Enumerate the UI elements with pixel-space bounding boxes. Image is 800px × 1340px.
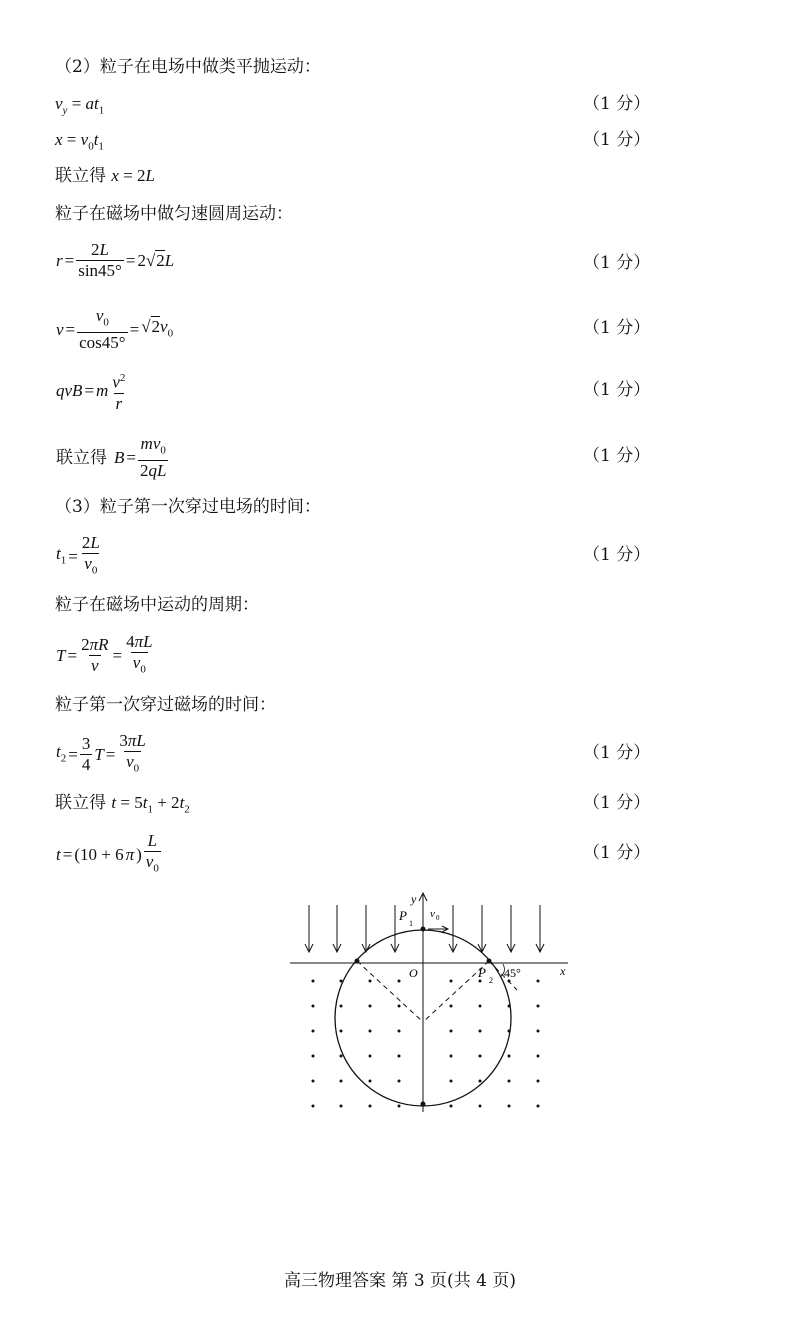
eq-t1: $t_1$ = $\frac{2L}{v_0}$ (55, 533, 103, 580)
eq-x-2l: x = 2L (111, 166, 156, 185)
score-1: （1 分） (583, 94, 651, 114)
p2-label: P (478, 965, 486, 980)
lianli-1-label: 联立得 (55, 166, 106, 186)
lianli-2-label: 联立得 (56, 447, 107, 468)
radius-lines (357, 961, 517, 1022)
x-axis-label: x (560, 964, 566, 978)
origin-label: O (409, 966, 418, 980)
magnetic-field-dots (312, 980, 540, 1108)
time-mag-text: 粒子第一次穿过磁场的时间： (55, 695, 276, 715)
p2-sub: 2 (489, 976, 493, 985)
period-text: 粒子在磁场中运动的周期： (55, 595, 259, 615)
score-2: （1 分） (583, 130, 651, 150)
angle-label: 45° (504, 966, 521, 980)
lianli-2: 联立得 B = $\frac{mv_0}{2qL}$ (56, 434, 167, 481)
score-10: （1 分） (583, 843, 651, 863)
score-4: （1 分） (583, 318, 651, 338)
part2-heading: （2）粒子在电场中做类平抛运动： (55, 57, 321, 77)
trajectory-circle (335, 930, 511, 1106)
eq-r: r = $\frac{2L}{\sin 45^\circ}$ = 2√2L (56, 240, 175, 280)
lianli-1 (55, 165, 155, 187)
v0-label: v (430, 908, 435, 920)
score-5: （1 分） (583, 380, 651, 400)
eq-t2: $t_2$ = $\frac{3}{4}$ T = $\frac{3\pi L}{v_0}$ (55, 731, 149, 778)
eq-vy: $v_y = at_1$ (55, 94, 105, 117)
eq-period: T = $\frac{2\pi R}{v}$ = $\frac{4\pi L}{v_0}$ (55, 632, 156, 679)
score-9: （1 分） (583, 793, 651, 813)
electric-field-arrows (305, 905, 544, 952)
eq-v: v = $\frac{v_0}{\cos 45^\circ}$ = $√2v_0$ (56, 306, 174, 353)
page-footer: 高三物理答案 第 3 页(共 4 页) (284, 1271, 516, 1291)
eq-t-total: t = (10 + 6 π ) $\frac{L}{v_0}$ (55, 831, 162, 878)
lianli-3: 联立得 $t = 5t_1 + 2t_2$ (55, 793, 190, 816)
y-axis-label: y (411, 892, 417, 906)
score-7: （1 分） (583, 545, 651, 565)
eq-x: $x = v_0t_1$ (55, 130, 104, 153)
lianli-3-label: 联立得 (55, 793, 106, 813)
score-3: （1 分） (583, 253, 651, 273)
part3-heading: （3）粒子第一次穿过电场的时间： (55, 497, 321, 517)
score-8: （1 分） (583, 743, 651, 763)
p1-sub: 1 (409, 919, 413, 928)
p1-label: P (399, 908, 407, 923)
eq-lorentz: qvB = m $\frac{v^2}{r}$ (56, 372, 126, 413)
circle-motion-text: 粒子在磁场中做匀速圆周运动： (55, 204, 293, 224)
score-6: （1 分） (583, 446, 651, 466)
v0-sub: 0 (436, 914, 440, 922)
